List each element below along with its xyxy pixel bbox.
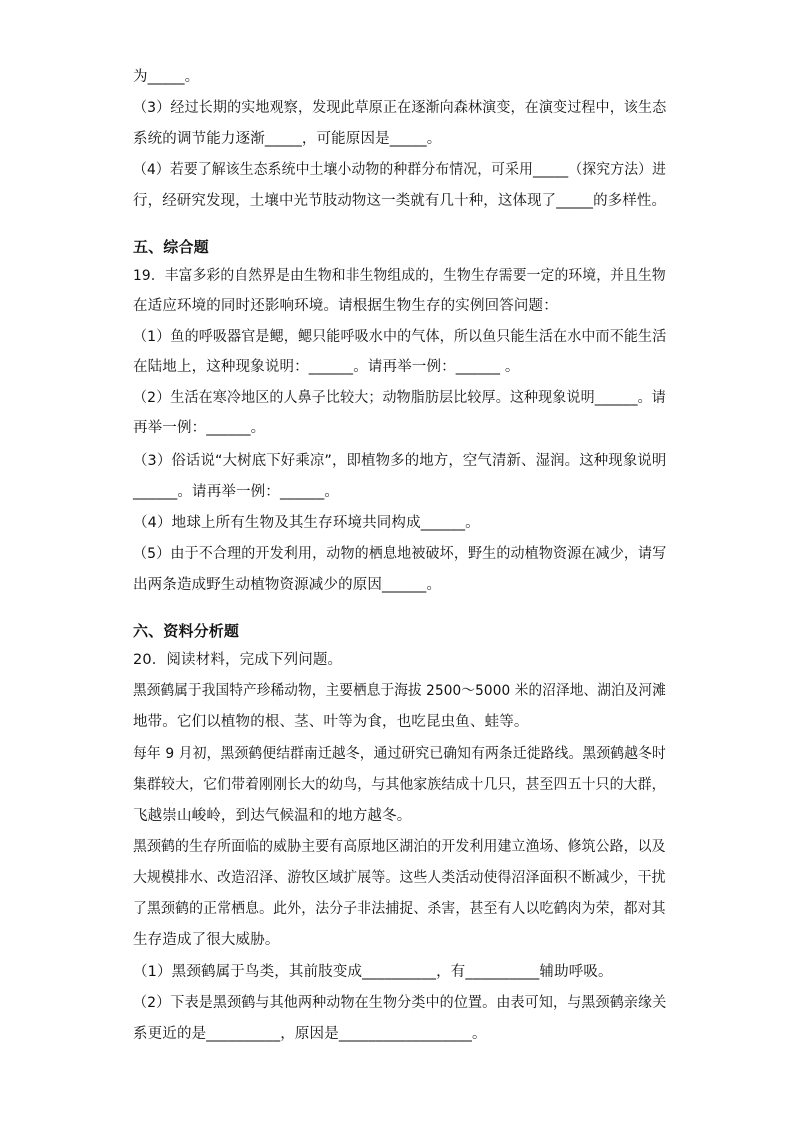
text-line: （1）黑颈鹤属于鸟类，其前肢变成__________，有__________辅助呼吸。 — [133, 964, 613, 980]
text-line: 系统的调节能力逐渐_____，可能原因是_____。 — [133, 131, 442, 147]
section-heading: 六、资料分析题 — [133, 622, 240, 640]
text-line: （5）由于不合理的开发利用，动物的栖息地被破坏，野生的动植物资源在减少，请写 — [133, 546, 667, 562]
text-line: ______。请再举一例：______。 — [133, 484, 339, 500]
section-heading: 五、综合题 — [133, 238, 209, 256]
text-line: （2）生活在寒冷地区的人鼻子比较大；动物脂肪层比较厚。这种现象说明______。请 — [133, 390, 666, 406]
text-line: 黑颈鹤的生存所面临的威胁主要有高原地区湖泊的开发利用建立渔场、修筑公路，以及 — [133, 839, 666, 855]
text-line: 为_____。 — [133, 69, 200, 85]
text-line: （3）经过长期的实地观察，发现此草原正在逐渐向森林演变，在演变过程中，该生态 — [133, 100, 667, 116]
text-line: 地带。它们以植物的根、茎、叶等为食，也吃昆虫鱼、蛙等。 — [133, 714, 529, 730]
text-line: 大规模排水、改造沼泽、游牧区域扩展等。这些人类活动使得沼泽面积不断减少，干扰 — [133, 870, 666, 886]
text-line: 飞越崇山峻岭，到达气候温和的地方越冬。 — [133, 808, 412, 824]
text-line: （3）俗话说“大树底下好乘凉”，即植物多的地方，空气清新、湿润。这种现象说明 — [133, 453, 667, 469]
text-line: 在适应环境的同时还影响环境。请根据生物生存的实例回答问题： — [133, 298, 558, 314]
text-line: 系更近的是__________，原因是__________________。 — [133, 1026, 487, 1042]
text-line: 19．丰富多彩的自然界是由生物和非生物组成的，生物生存需要一定的环境，并且生物 — [133, 268, 666, 284]
text-line: 行，经研究发现，土壤中光节肢动物这一类就有几十种，这体现了_____的多样性。 — [133, 193, 667, 209]
text-line: 黑颈鹤属于我国特产珍稀动物，主要栖息于海拔 2500～5000 米的沼泽地、湖泊及河滩 — [133, 683, 666, 699]
text-line: 生存造成了很大威胁。 — [133, 932, 280, 948]
text-line: 20．阅读材料，完成下列问题。 — [133, 652, 343, 668]
text-line: 集群较大，它们带着刚刚长大的幼鸟，与其他家族结成十几只，甚至四五十只的大群， — [133, 777, 666, 793]
text-line: 每年 9 月初，黑颈鹤便结群南迁越冬，通过研究已确知有两条迁徙路线。黑颈鹤越冬时 — [133, 746, 666, 762]
text-line: 了黑颈鹤的正常栖息。此外，法分子非法捕捉、杀害，甚至有人以吃鹤肉为荣，都对其 — [133, 901, 666, 917]
text-line: 再举一例：______。 — [133, 420, 266, 436]
text-line: （1）鱼的呼吸器官是鳃，鳃只能呼吸水中的气体，所以鱼只能生活在水中而不能生活 — [133, 329, 667, 345]
text-line: 在陆地上，这种现象说明：______。请再举一例：______ 。 — [133, 359, 520, 375]
text-line: 出两条造成野生动植物资源减少的原因______。 — [133, 577, 442, 593]
text-line: （4）若要了解该生态系统中土壤小动物的种群分布情况，可采用_____（探究方法）进 — [133, 162, 667, 178]
text-line: （2）下表是黑颈鹤与其他两种动物在生物分类中的位置。由表可知，与黑颈鹤亲缘关 — [133, 995, 667, 1011]
text-line: （4）地球上所有生物及其生存环境共同构成______。 — [133, 515, 480, 531]
